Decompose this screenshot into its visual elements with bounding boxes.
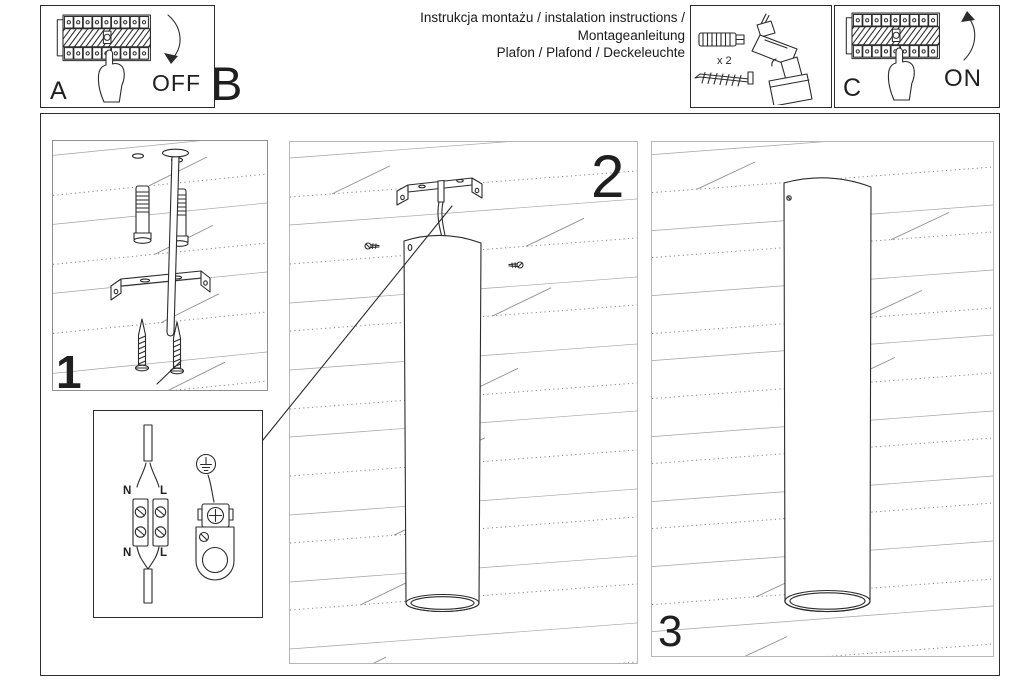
terminal-label-l-bottom: L: [160, 547, 168, 559]
lamp-cylinder: [404, 235, 481, 611]
ground-wire: [208, 475, 214, 502]
on-label: ON: [944, 65, 982, 92]
mounting-screw-icon: [695, 72, 753, 86]
mounting-screw-icon: [136, 319, 149, 371]
wiring-detail-inset: [93, 410, 263, 618]
earth-ground-symbol-icon: [197, 455, 216, 474]
title-line-2: Plafon / Plafond / Deckeleuchte: [496, 45, 685, 60]
screw-icon: [365, 243, 379, 249]
off-label: OFF: [152, 70, 201, 96]
panel-a-label: A: [50, 77, 67, 105]
step-1-number: 1: [56, 346, 82, 398]
ground-terminal: [196, 504, 234, 580]
wall-plug-anchor-icon: [699, 33, 744, 46]
step-1-panel: [52, 140, 268, 398]
step-3-number: 3: [658, 607, 683, 656]
step-1-illustration: [53, 141, 267, 390]
step-2-panel: [289, 141, 638, 664]
sheet-title: [335, 9, 685, 62]
mounting-bracket: [111, 271, 210, 300]
terminal-label-n-bottom: N: [123, 547, 132, 559]
step-2-number: 2: [591, 143, 625, 210]
power-off-panel: [40, 5, 215, 108]
curved-arrow-down-icon: [164, 15, 180, 64]
step-2-illustration: [290, 142, 637, 663]
terminal-block: [133, 499, 168, 546]
terminal-label-l-top: L: [160, 485, 168, 497]
panel-c-label: C: [843, 74, 862, 102]
power-on-panel: [834, 5, 1000, 108]
drill-hole: [133, 154, 144, 158]
screw-quantity-label: x 2: [717, 55, 732, 67]
tools-illustration: [691, 6, 829, 105]
mounting-bracket: [397, 178, 482, 205]
terminal-label-n-top: N: [123, 485, 132, 497]
tools-panel: [690, 5, 832, 108]
cordless-drill-icon: [752, 14, 812, 105]
ceiling-planks: [53, 141, 267, 390]
wiring-illustration: [94, 411, 260, 615]
wall-plug-anchor-icon: [134, 186, 151, 243]
step-3-illustration: [652, 142, 993, 656]
section-label-b: B: [211, 57, 243, 110]
curved-arrow-up-icon: [961, 11, 975, 60]
lamp-cylinder: [784, 178, 871, 612]
step-3-panel: [651, 141, 994, 657]
title-line-1: Instrukcja montażu / instalation instructions / Montageanleitung: [420, 10, 685, 43]
screw-icon: [509, 262, 523, 268]
